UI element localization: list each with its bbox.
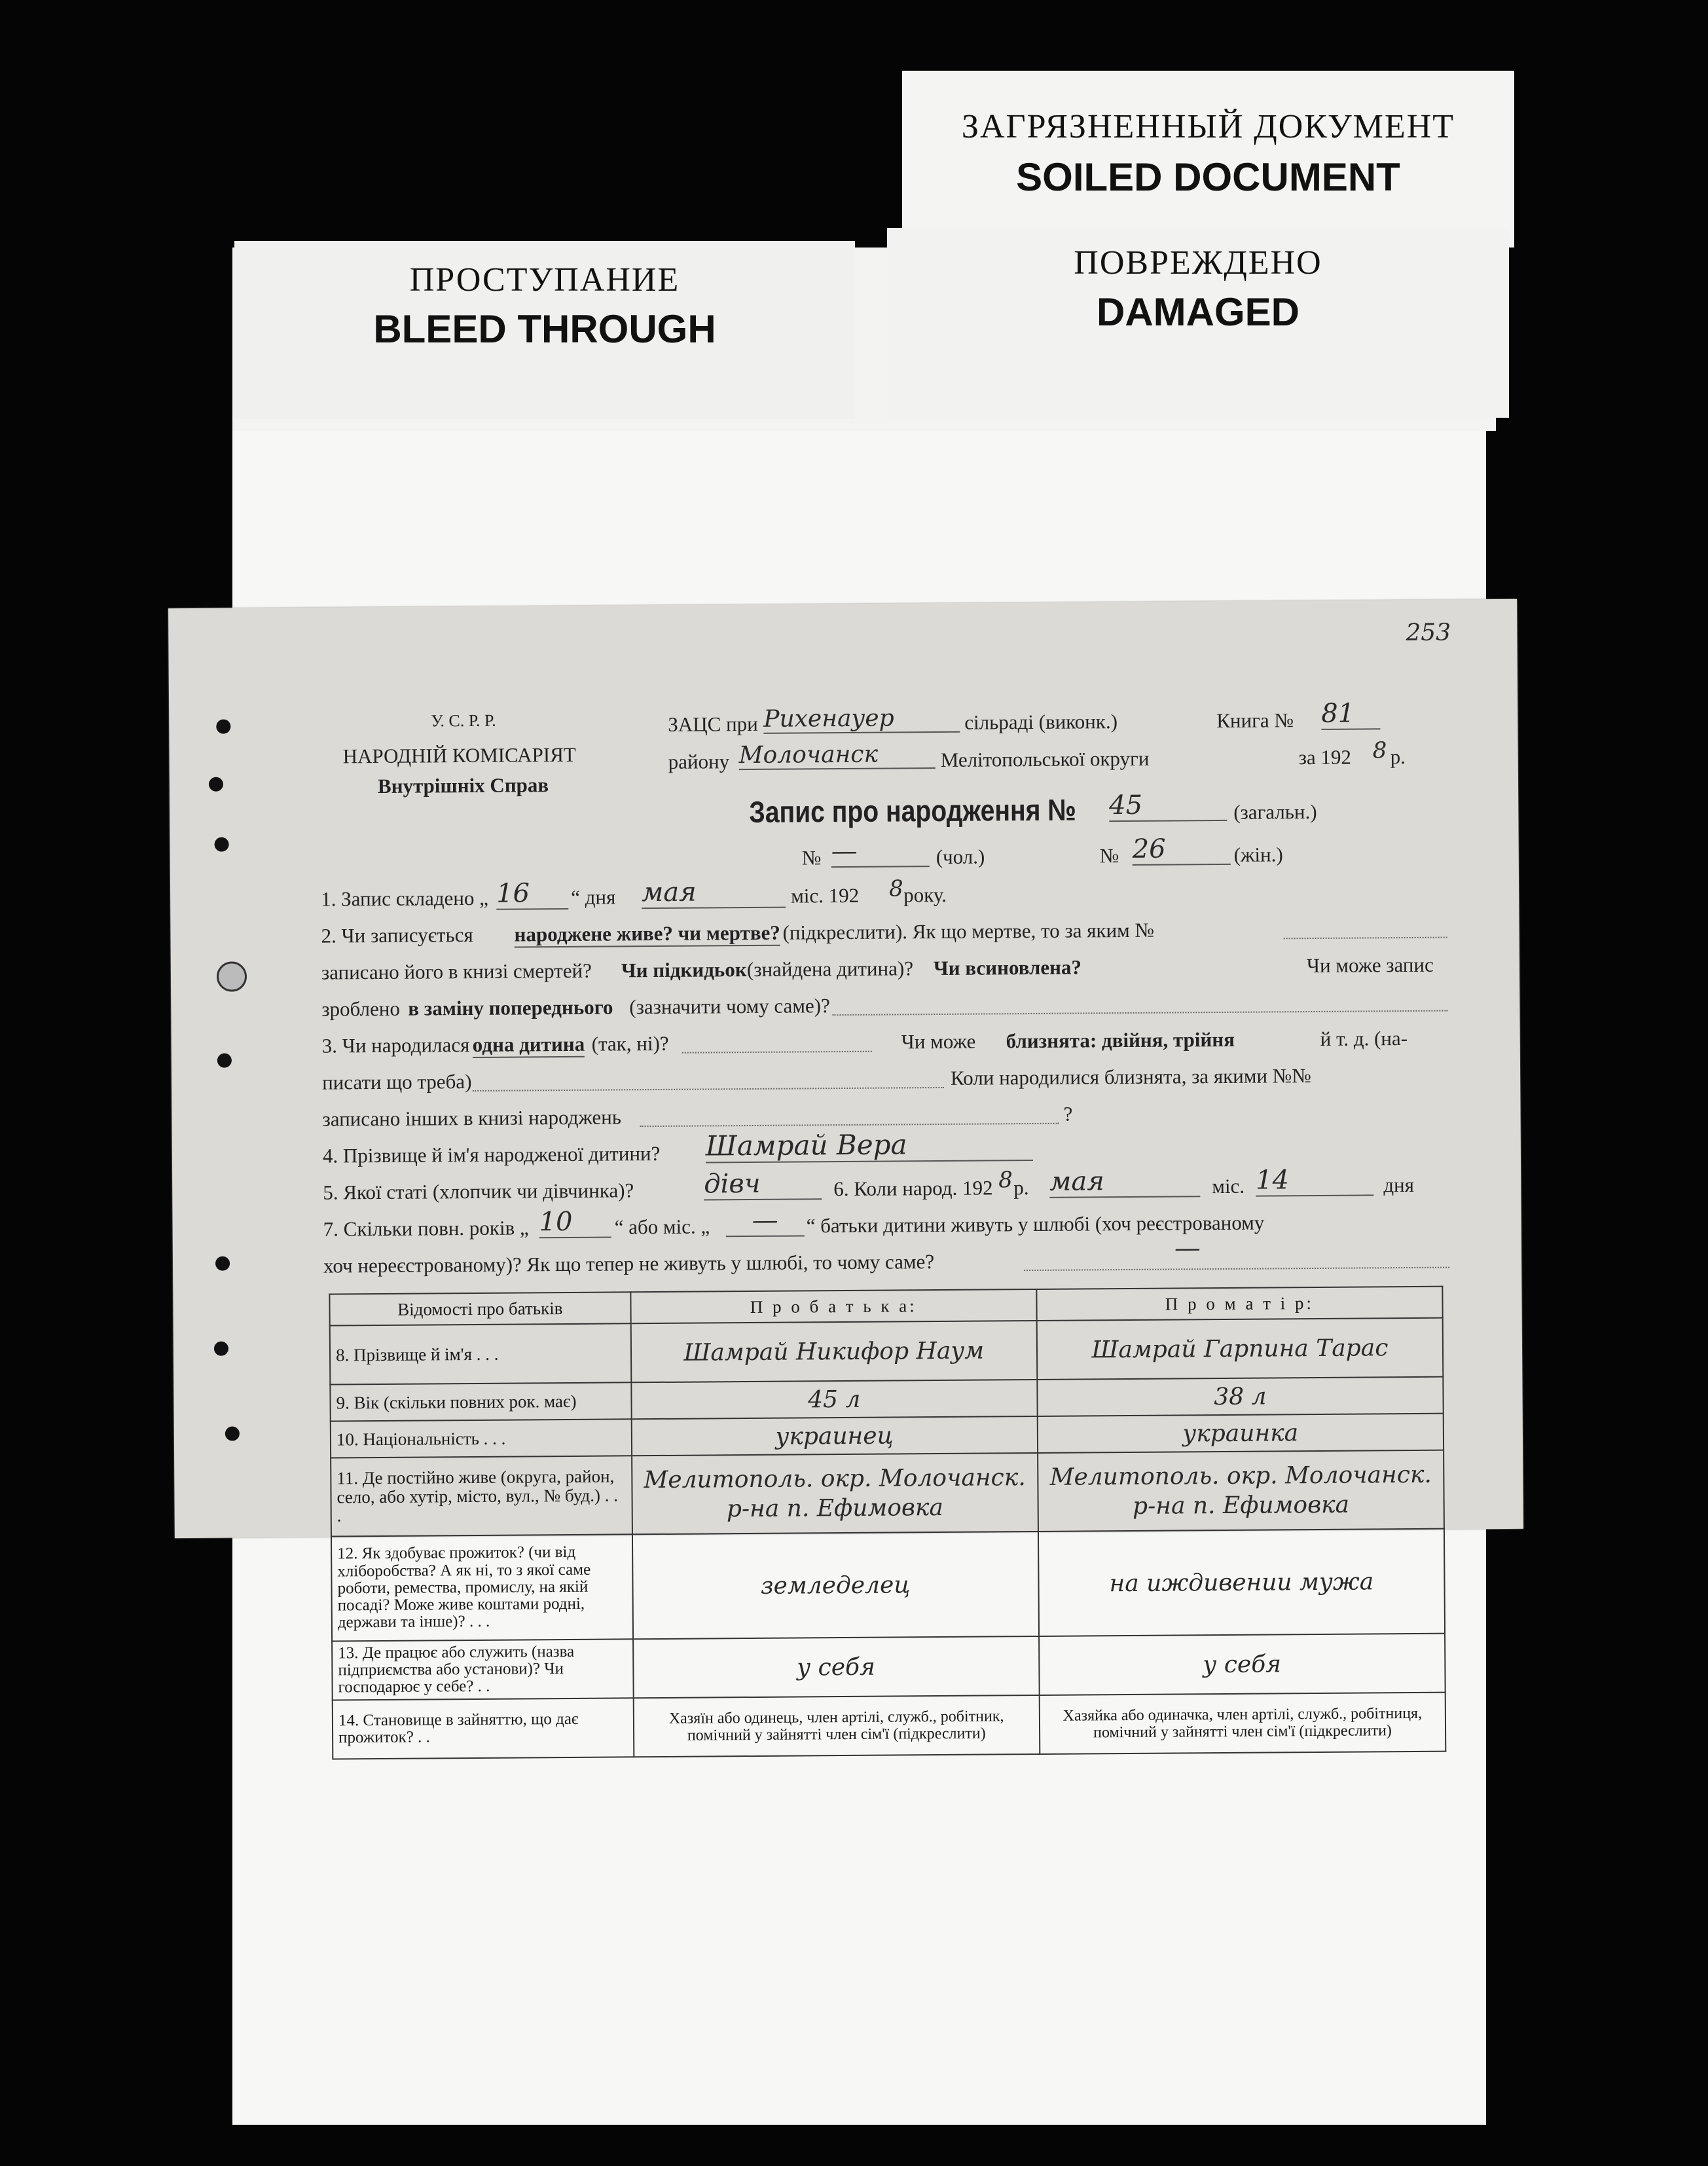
male-label: (чол.) — [936, 845, 985, 869]
mother-occupation — [1038, 1529, 1445, 1636]
father-occupation — [632, 1532, 1039, 1639]
damaged-label-ru: ПОВРЕЖДЕНО — [1074, 244, 1322, 282]
page-number: 253 — [1406, 619, 1451, 647]
damaged-label-en: DAMAGED — [1097, 290, 1299, 334]
row-question: 13. Де працює або служить (назва підприємства або установи)? Чи господарює у себе? . . — [332, 1639, 633, 1700]
table-row — [331, 1529, 1445, 1642]
village-value: Рихенауер — [763, 705, 960, 734]
line-6-dots — [473, 1087, 944, 1092]
line-3-d: Чи всиновлена? — [933, 955, 1082, 980]
line-6-b: Коли народилися близнята, за якими №№ — [950, 1064, 1312, 1090]
line-7-a: записано інших в книзі народжень — [322, 1105, 622, 1131]
row-question: 14. Становище в зайняттю, що дає прожиток? . . — [333, 1698, 634, 1759]
line-10-c: “ батьки дитини живуть у шлюбі (хоч реєстрованому — [806, 1211, 1265, 1238]
line-5-b: одна дитина — [473, 1033, 585, 1058]
line-3-a: записано його в книзі смертей? — [321, 959, 592, 984]
table-row — [332, 1634, 1445, 1700]
soiled-label-ru: ЗАГРЯЗНЕННЫЙ ДОКУМЕНТ — [961, 108, 1455, 145]
row-question: 12. Як здобуває прожиток? (чи від хліборобства? А як ні, то з якої саме роботи, ремества, промислу, на якій посаді? Може живе коштами родні, держави та інше)? . . . — [331, 1534, 633, 1641]
table-row — [333, 1693, 1446, 1759]
line-11-dots — [1024, 1267, 1449, 1272]
zags-prefix: ЗАЦС при — [668, 712, 758, 736]
father-residence — [632, 1453, 1038, 1534]
book-label: Книга № — [1216, 708, 1294, 733]
line-1-b: “ дня — [571, 885, 616, 909]
birth-month: мая — [1049, 1166, 1200, 1198]
year-suffix: р. — [1390, 745, 1406, 769]
father-workplace-value: у себя — [797, 1653, 876, 1681]
year-prefix: за 192 — [1298, 745, 1352, 769]
line-1-d: року. — [903, 883, 947, 907]
punch-hole — [217, 961, 247, 991]
mother-workplace-value: у себя — [1203, 1650, 1282, 1678]
mother-nationality — [1038, 1414, 1444, 1453]
father-employment-status: Хазяїн або одинець, член артілі, служб., робітник, помічний у зайнятті член сім'ї (підкреслити) — [633, 1695, 1040, 1757]
soiled-document-label — [902, 71, 1514, 248]
male-no-label: № — [801, 846, 822, 870]
record-number: 45 — [1109, 790, 1227, 822]
father-age-value: 45 л — [807, 1386, 861, 1413]
father-name — [630, 1321, 1037, 1382]
record-day: 16 — [496, 878, 568, 910]
line-8-a: 4. Прізвище й ім'я народженої дитини? — [322, 1141, 661, 1167]
line-10-b: “ або міс. „ — [614, 1215, 710, 1239]
line-6-a: писати що треба) — [322, 1069, 472, 1094]
org-line-1: У. С. Р. Р. — [431, 710, 496, 731]
line-3-b: Чи підкидьок — [621, 958, 747, 982]
mother-name-value: Шамрай Гарпина Тарас — [1091, 1334, 1389, 1363]
total-label: (загальн.) — [1233, 799, 1317, 824]
female-label: (жін.) — [1233, 843, 1283, 866]
female-no-label: № — [1099, 844, 1119, 868]
row-question: 11. Де постійно живе (округа, район, село, або хутір, місто, вул., № буд.) . . . — [331, 1456, 632, 1536]
header-father: П р о б а т ь к а: — [630, 1289, 1037, 1323]
line-3-e: Чи може запис — [1306, 953, 1434, 978]
line-5-d: Чи може — [901, 1029, 976, 1054]
org-line-3: Внутрішніх Справ — [377, 773, 549, 798]
line-7-dots — [640, 1123, 1059, 1127]
line-5-c: (так, ні)? — [591, 1031, 669, 1055]
line-2-c: (підкреслити). Як що мертве, то за яким № — [782, 918, 1155, 944]
line-7-b: ? — [1063, 1102, 1073, 1126]
line-1-a: 1. Запис складено „ — [321, 886, 489, 911]
district-prefix: району — [668, 750, 730, 773]
line-4-c: (зазначити чому саме)? — [629, 994, 830, 1019]
child-sex: дівч — [704, 1168, 822, 1200]
line-2-b: народжене живе? чи мертве? — [514, 921, 780, 948]
punch-hole — [217, 1054, 232, 1068]
mother-name — [1036, 1318, 1443, 1380]
punch-hole — [214, 1342, 228, 1356]
book-value: 81 — [1321, 698, 1380, 730]
line-5-e: близнята: двійня, трійня — [1006, 1027, 1235, 1053]
bleed-through-label — [234, 241, 855, 419]
year-value: 8 — [1372, 737, 1387, 764]
row-question: 10. Національність . . . — [331, 1419, 632, 1458]
mother-residence-value: Мелитополь. окр. Молочанск. р-на п. Ефимовка — [1049, 1461, 1432, 1520]
father-residence-value: Мелитополь. окр. Молочанск. р-на п. Ефимовка — [644, 1464, 1026, 1523]
marriage-years: 10 — [539, 1207, 611, 1239]
child-name: Шамрай Вера — [706, 1128, 1033, 1163]
district-value: Молочанск — [739, 741, 936, 770]
father-name-value: Шамрай Никифор Наум — [683, 1337, 985, 1367]
marriage-months: — — [725, 1205, 804, 1237]
punch-hole — [209, 777, 223, 792]
punch-hole — [215, 1257, 230, 1271]
line-4-dots — [832, 1010, 1447, 1016]
village-suffix: сільраді (виконк.) — [964, 710, 1118, 734]
soiled-label-en: SOILED DOCUMENT — [1016, 155, 1400, 199]
line-9-c: р. — [1013, 1176, 1029, 1200]
district-suffix: Мелітопольської округи — [940, 746, 1150, 771]
line-4-a: зроблено — [321, 997, 401, 1021]
not-married-reason: — — [1174, 1233, 1201, 1264]
father-nationality — [631, 1416, 1038, 1456]
mother-workplace — [1039, 1634, 1445, 1695]
female-number: 26 — [1133, 834, 1231, 866]
line-2-a: 2. Чи записується — [321, 923, 473, 947]
record-month: мая — [642, 877, 786, 909]
bleed-label-ru: ПРОСТУПАНИЕ — [409, 261, 680, 299]
punch-hole — [225, 1426, 240, 1441]
mother-age — [1037, 1377, 1444, 1416]
mother-age-value: 38 л — [1214, 1383, 1267, 1410]
line-2-dots — [1284, 937, 1447, 940]
line-10-a: 7. Скільки повн. років „ — [323, 1216, 529, 1241]
line-5-a: 3. Чи народилася — [321, 1033, 470, 1057]
line-11-a: хоч нереєстрованому)? Як що тепер не живуть у шлюбі, то чому саме? — [323, 1250, 935, 1277]
line-4-b: в заміну попереднього — [408, 995, 613, 1020]
line-9-e: дня — [1383, 1173, 1415, 1197]
table-row — [331, 1450, 1444, 1537]
line-3-c: (знайдена дитина)? — [746, 957, 914, 982]
punch-hole — [216, 720, 230, 734]
damaged-label — [887, 228, 1509, 418]
line-9-b: 6. Коли народ. 192 — [833, 1176, 993, 1201]
mother-employment-status: Хазяйка або одиначка, член артілі, служб., робітниця, помічний у зайнятті член сім'ї (підкреслити) — [1039, 1693, 1445, 1754]
father-workplace — [633, 1636, 1040, 1698]
line-5-f: й т. д. (на- — [1320, 1027, 1408, 1050]
line-9-d: міс. — [1212, 1174, 1245, 1198]
line-9-a: 5. Якої статі (хлопчик чи дівчинка)? — [323, 1179, 634, 1204]
mother-residence — [1038, 1450, 1444, 1532]
line-1-c: міс. 192 — [791, 883, 860, 908]
male-number: — — [831, 835, 930, 868]
record-title: Запис про народження № — [749, 792, 1077, 830]
parents-table — [329, 1286, 1446, 1760]
father-nationality-value: украинец — [775, 1422, 894, 1450]
birth-day: 14 — [1256, 1164, 1373, 1196]
birth-record-form — [168, 599, 1523, 1747]
line-5-dots — [682, 1051, 872, 1054]
bleed-label-en: BLEED THROUGH — [373, 307, 716, 351]
mother-occupation-value: на иждивении мужа — [1109, 1568, 1374, 1597]
table-row — [330, 1318, 1444, 1385]
row-question: 8. Прізвище й ім'я . . . — [330, 1323, 631, 1384]
father-age — [631, 1380, 1038, 1419]
record-year: 8 — [888, 875, 903, 902]
punch-hole — [215, 837, 229, 852]
header-info: Відомості про батьків — [329, 1292, 630, 1325]
mother-nationality-value: украинка — [1182, 1419, 1299, 1447]
row-question: 9. Вік (скільки повних рок. має) — [330, 1382, 631, 1421]
org-line-2: НАРОДНІЙ КОМІСАРІЯТ — [342, 743, 576, 768]
father-occupation-value: земледелец — [760, 1571, 911, 1600]
birth-year: 8 — [998, 1167, 1013, 1194]
header-mother: П р о м а т і р: — [1036, 1287, 1443, 1321]
